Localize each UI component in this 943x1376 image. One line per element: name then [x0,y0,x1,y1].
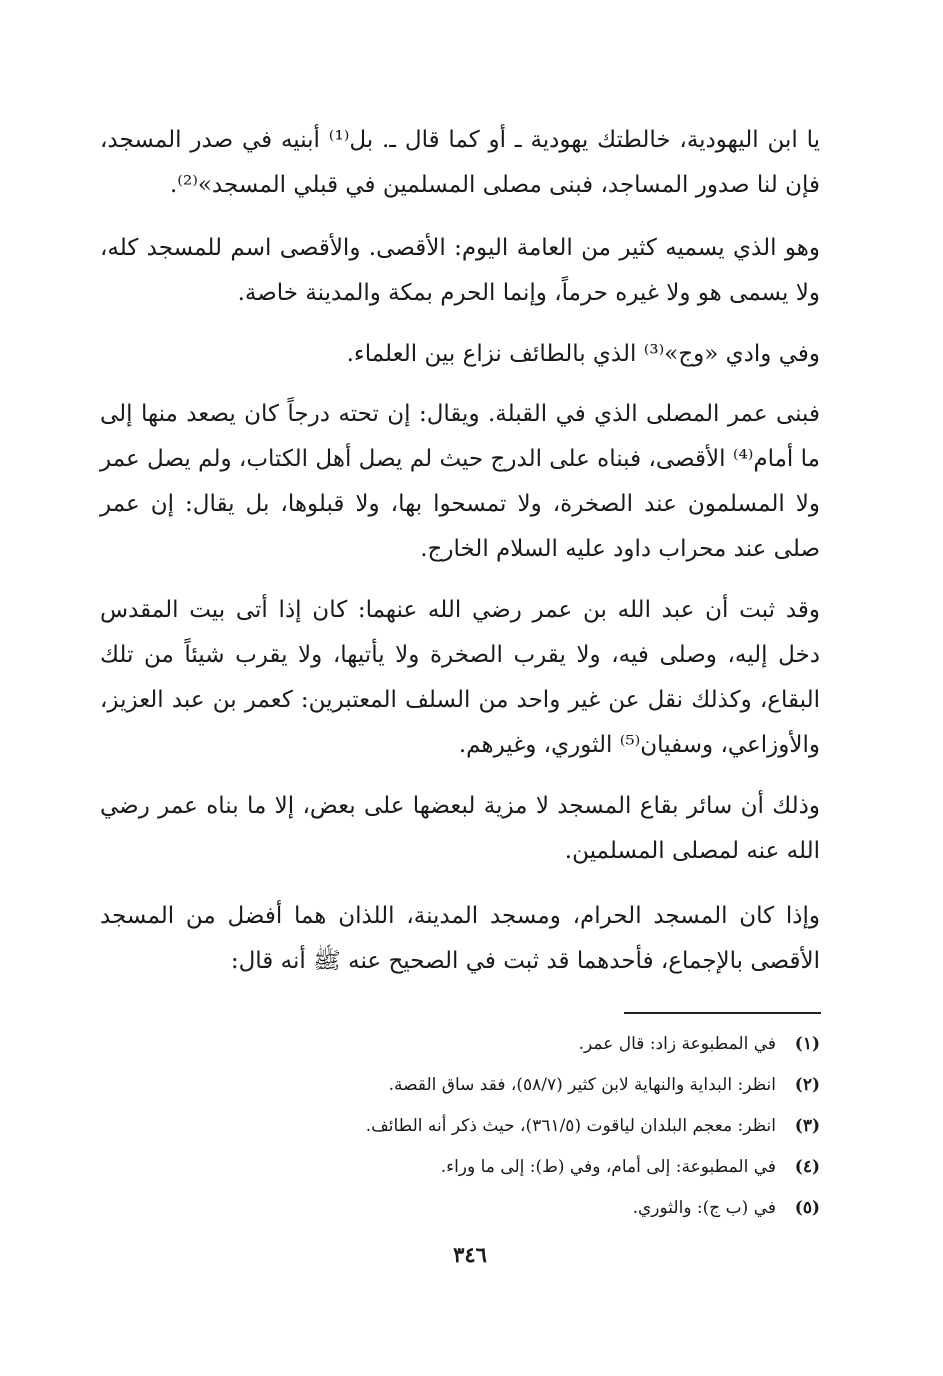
footnote-text: انظر: معجم البلدان لياقوت (٣٦١/٥)، حيث ذكر أنه الطائف. [365,1116,776,1136]
footnote-text: في المطبوعة زاد: قال عمر. [578,1034,776,1054]
body-paragraph: وفي وادي «وج»⁽³⁾ الذي بالطائف نزاع بين العلماء. [346,341,820,367]
footnote [200,1147,820,1188]
footnote [200,1188,820,1229]
footnote-text: انظر: البداية والنهاية لابن كثير (٥٨/٧)، فقد ساق القصة. [388,1075,776,1095]
body-paragraph: وهو الذي يسميه كثير من العامة اليوم: الأقصى. والأقصى اسم للمسجد كله، ولا يسمى هو ولا غيره حرماً، وإنما الحرم بمكة والمدينة خاصة. [100,235,820,306]
footnote-number: (٤) [794,1157,820,1177]
footnote-number: (٣) [794,1116,820,1136]
page-number: ٣٤٦ [453,1242,487,1267]
body-paragraph: وقد ثبت أن عبد الله بن عمر رضي الله عنهما: كان إذا أتى بيت المقدس دخل إليه، وصلى فيه، ولا يقرب الصخرة ولا يأتيها، ولا يقرب شيئاً من تلك البقاع، وكذلك نقل عن غير واحد من السلف المعتبرين: كعمر بن عبد العزيز، والأوزاعي، وسفيان⁽⁵⁾ الثوري، وغيرهم. [100,597,820,758]
footnote-text: في (ب ج): والثوري. [632,1198,776,1218]
body-paragraph: يا ابن اليهودية، خالطتك يهودية ـ أو كما قال ـ. بل⁽¹⁾ أبنيه في صدر المسجد، فإن لنا صدور المساجد، فبنى مصلى المسلمين في قبلي المسجد»⁽²⁾. [100,127,821,198]
footnotes [200,1024,820,1229]
footnote [200,1065,820,1106]
footnote [200,1024,820,1065]
body-paragraph: وإذا كان المسجد الحرام، ومسجد المدينة، اللذان هما أفضل من المسجد الأقصى بالإجماع، فأحدهما قد ثبت في الصحيح عنه ﷺ أنه قال: [100,903,820,974]
footnote [200,1106,820,1147]
footnote-divider [624,1012,821,1014]
footnote-number: (٥) [794,1198,820,1218]
body-paragraph: وذلك أن سائر بقاع المسجد لا مزية لبعضها على بعض، إلا ما بناه عمر رضي الله عنه لمصلى المسلمين. [100,793,820,864]
footnote-text: في المطبوعة: إلى أمام، وفي (ط): إلى ما وراء. [440,1157,776,1177]
footnote-number: (٢) [794,1075,820,1095]
body-paragraph: فبنى عمر المصلى الذي في القبلة. ويقال: إن تحته درجاً كان يصعد منها إلى ما أمام⁽⁴⁾ الأقصى، فبناه على الدرج حيث لم يصل أهل الكتاب، ولم يصل عمر ولا المسلمون عند الصخرة، ولا تمسحوا بها، ولا قبلوها، بل يقال: إن عمر صلى عند محراب داود عليه السلام الخارج. [100,401,820,562]
footnote-number: (١) [794,1034,820,1054]
